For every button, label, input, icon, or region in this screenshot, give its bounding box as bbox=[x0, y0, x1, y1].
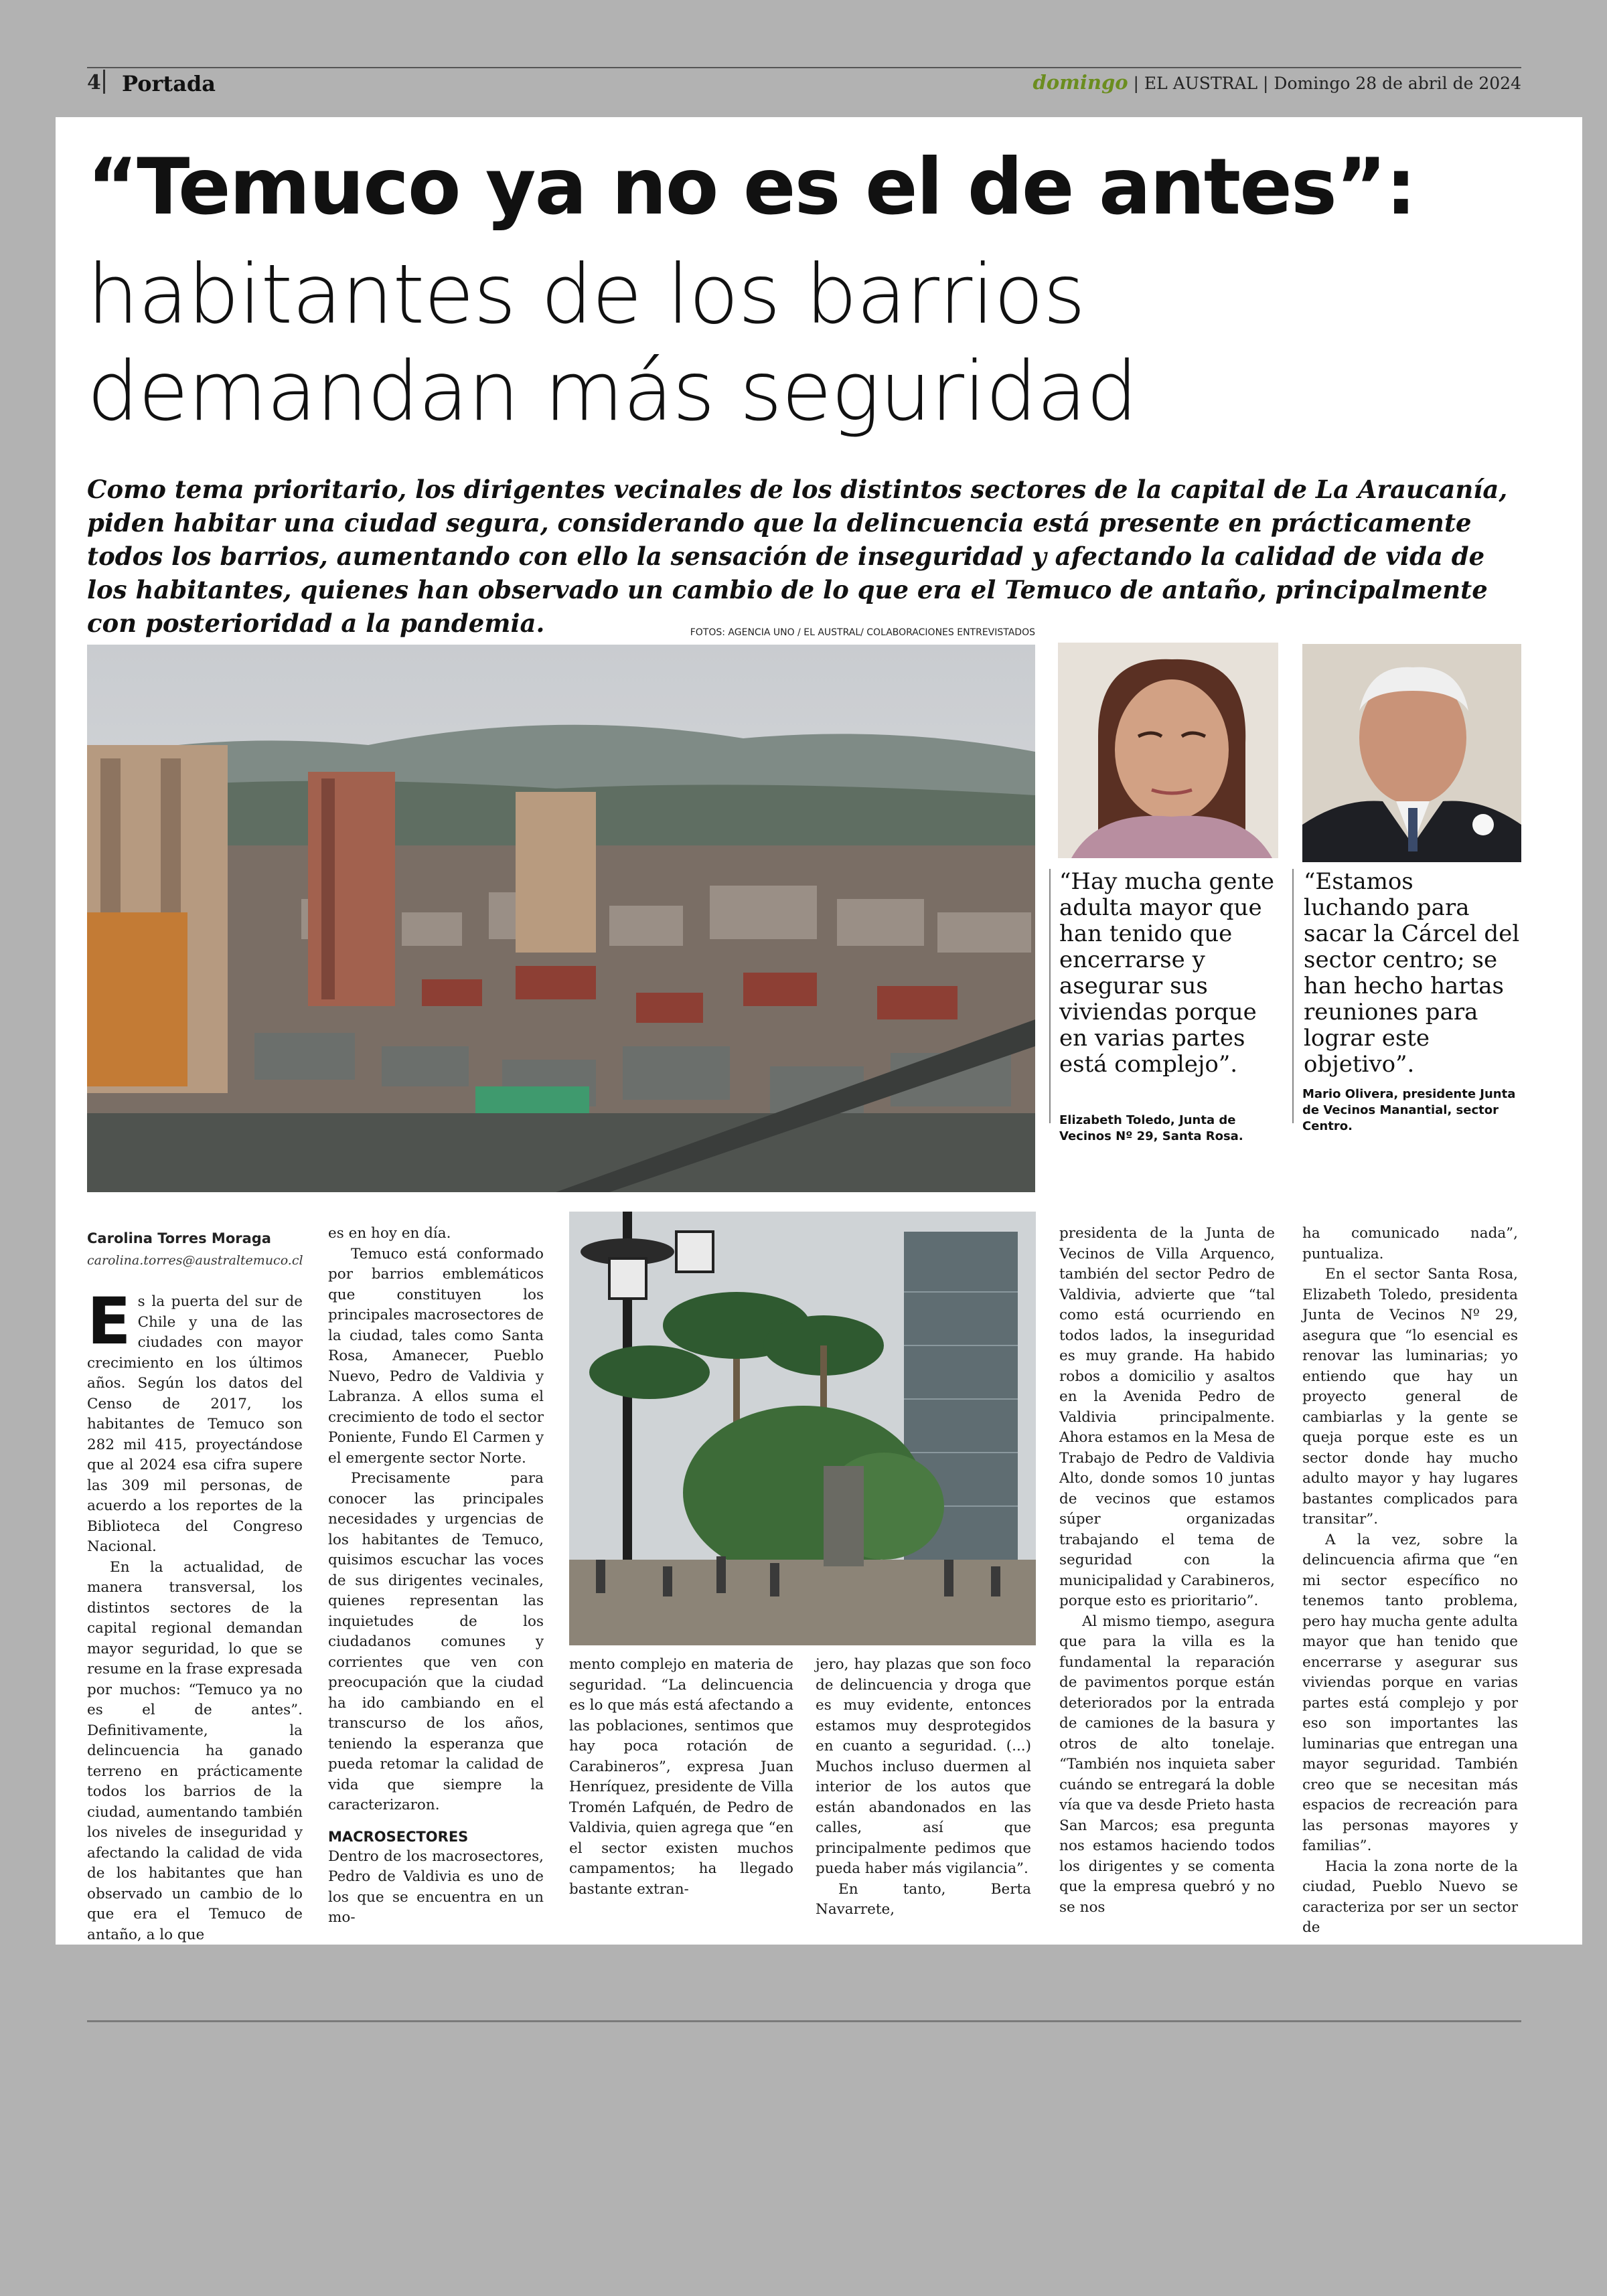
portrait-elizabeth-toledo bbox=[1058, 643, 1278, 858]
body-column-5 bbox=[1059, 1224, 1275, 1918]
header-rule bbox=[87, 67, 1521, 68]
subheading: MACROSECTORES bbox=[328, 1828, 469, 1845]
body-paragraph: Hacia la zona norte de la ciudad, Pueblo Nuevo se caracteriza por ser un sector de bbox=[1302, 1858, 1518, 1936]
headline-quote: “Temuco ya no es el de antes”: bbox=[87, 142, 1415, 232]
masthead-brand: domingo bbox=[1032, 71, 1128, 94]
body-paragraph: Temuco está conformado por barrios emblemáticos que constituyen los principales macrosectores de la ciudad, tales como Santa Rosa, Amanecer, Pueblo Nuevo, Pedro de Valdivia y Labranza. A ellos suma el crecimiento de todo el sector Poniente, Fundo El Carmen y el emergente sector Norte. bbox=[328, 1245, 544, 1467]
masthead-sep: | bbox=[1263, 74, 1274, 93]
body-paragraph: En tanto, Berta Navarrete, bbox=[816, 1880, 1031, 1918]
body-paragraph: mento complejo en materia de seguridad. “La delincuencia es lo que más está afectando a las poblaciones, sentimos que hay poca rotación de Carabineros”, expresa Juan Henríquez, presidente de Villa Tromén Lafquén, de Pedro de Valdivia, quien agrega que “en el sector existen muchos campamentos; ha llegado bastante extran- bbox=[569, 1656, 794, 1898]
body-paragraph: En el sector Santa Rosa, Elizabeth Toledo, presidenta Junta de Vecinos Nº 29, asegura que “lo esencial es renovar las luminarias; yo entiendo que hay un proyecto general de cambiarlas y la gente se queja porque este es un sector donde hay mucho adulto mayor y hay lugares bastantes complicados para transitar”. bbox=[1302, 1266, 1518, 1528]
body-column-1 bbox=[87, 1284, 303, 1945]
quote-rule bbox=[1292, 869, 1294, 1123]
pull-quote-toledo: “Hay mucha gente adulta mayor que han tenido que encerrarse y asegurar sus viviendas porque en varias partes está complejo”. bbox=[1059, 868, 1275, 1078]
pull-quote-olivera: “Estamos luchando para sacar la Cárcel del sector centro; se han hecho hartas reuniones para lograr este objetivo”. bbox=[1304, 868, 1520, 1078]
quote-attribution-olivera: Mario Olivera, presidente Junta de Vecinos Manantial, sector Centro. bbox=[1302, 1087, 1516, 1133]
drop-cap: E bbox=[87, 1284, 131, 1359]
body-paragraph: Dentro de los macrosectores, Pedro de Valdivia es uno de los que se encuentra en un mo- bbox=[328, 1848, 544, 1926]
body-paragraph: presidenta de la Junta de Vecinos de Villa Arquenco, también del sector Pedro de Valdivia, advierte que “tal como está ocurriendo en todos lados, la inseguridad es muy grande. Ha habido robos a domicilio y asaltos en la Avenida Pedro de Valdivia principalmente. Ahora estamos en la Mesa de Trabajo de Pedro de Valdivia Alto, donde somos 10 juntas de vecinos que estamos súper organizadas trabajando el tema de seguridad con la municipalidad y Carabineros, porque esto es prioritario”. bbox=[1059, 1225, 1275, 1609]
headline: habitantes de los barrios demandan más seguridad bbox=[87, 247, 1138, 439]
city-panorama-photo bbox=[87, 645, 1035, 1192]
lead-paragraph: Como tema prioritario, los dirigentes vecinales de los distintos sectores de la capital de La Araucanía, piden habitar una ciudad segura, considerando que la delincuencia está presente en prácticamente todos los barrios, aumentando con ello la sensación de inseguridad y afectando la calidad de vida de los habitantes, quienes han observado un cambio de lo que era el Temuco de antaño, principalmente con posterioridad a la pandemia. bbox=[87, 475, 1508, 638]
body-paragraph: A la vez, sobre la delincuencia afirma que “en mi sector específico no tenemos tanto problema, pero hay mucha gente adulta mayor que han tenido que encerrarse y asegurar sus viviendas porque en varias partes está complejo y por eso son importantes las luminarias que entregan una mayor seguridad. También creo que se necesitan más espacios de recreación para las personas mayores y familias”. bbox=[1302, 1531, 1518, 1854]
body-column-4 bbox=[816, 1655, 1031, 1920]
body-paragraph: Al mismo tiempo, asegura que para la villa es la fundamental la reparación de pavimentos porque están deteriorados por la entrada de camiones de la basura y otros de alto tonelaje. “También nos inquieta saber cuándo se entregará la doble vía que va desde Prieto hasta San Marcos; esa pregunta nos estamos haciendo todos los dirigentes y se comenta que la empresa quebró y no se nos bbox=[1059, 1613, 1275, 1916]
body-paragraph: ha comunicado nada”, puntualiza. bbox=[1302, 1225, 1518, 1262]
page-number: 4 bbox=[87, 71, 101, 94]
body-column-2 bbox=[328, 1224, 544, 1929]
photo-credit: FOTOS: AGENCIA UNO / EL AUSTRAL/ COLABORACIONES ENTREVISTADOS bbox=[690, 627, 1035, 638]
body-paragraph: s la puerta del sur de Chile y una de las ciudades con mayor crecimiento en los últimos años. Según los datos del Censo de 2017, los habitantes de Temuco son 282 mil 415, proyectándose que al 2024 esa cifra supere las 309 mil personas, de acuerdo a los reportes de la Biblioteca del Congreso Nacional. bbox=[87, 1293, 303, 1555]
author-name: Carolina Torres Moraga bbox=[87, 1230, 271, 1246]
portrait-mario-olivera bbox=[1302, 644, 1521, 862]
body-paragraph: es en hoy en día. bbox=[328, 1225, 451, 1242]
masthead bbox=[1033, 71, 1521, 94]
body-column-6 bbox=[1302, 1224, 1518, 1939]
body-paragraph: En la actualidad, de manera transversal, los distintos sectores de la capital regional demandan mayor seguridad, lo que se resume en la frase expresada por muchos: “Temuco ya no es el de antes”. Definitivamente, la delincuencia ha ganado terreno en prácticamente todos los barrios de la ciudad, aumentando también los niveles de inseguridad y afectando la calidad de vida de los habitantes que han observado un cambio de lo que era el Temuco de antaño, a lo que bbox=[87, 1558, 303, 1943]
author-email[interactable]: carolina.torres@australtemuco.cl bbox=[87, 1253, 303, 1268]
plaza-photo bbox=[569, 1212, 1036, 1645]
masthead-paper: EL AUSTRAL bbox=[1144, 74, 1258, 93]
footer-rule bbox=[87, 2020, 1521, 2022]
quote-attribution-toledo: Elizabeth Toledo, Junta de Vecinos Nº 29, Santa Rosa. bbox=[1059, 1113, 1243, 1143]
section-label: Portada bbox=[122, 71, 216, 96]
body-paragraph: Precisamente para conocer las principales necesidades y urgencias de los habitantes de Temuco, quisimos escuchar las voces de sus dirigentes vecinales, quienes representan las inquietudes de los ciudadanos comunes y corrientes que ven con preocupación que la ciudad ha ido cambiando en el transcurso de los años, teniendo la esperanza que pueda retomar la calidad de vida que siempre la caracterizaron. bbox=[328, 1470, 544, 1813]
quote-rule bbox=[1049, 869, 1051, 1123]
header-separator bbox=[103, 70, 105, 94]
body-paragraph: jero, hay plazas que son foco de delincuencia y droga que es muy evidente, entonces estamos muy desprotegidos en cuanto a seguridad. (...) Muchos incluso duermen al interior de los autos que están abandonados en las calles, así que principalmente pedimos que pueda haber más vigilancia”. bbox=[816, 1656, 1031, 1877]
masthead-date: Domingo 28 de abril de 2024 bbox=[1274, 74, 1521, 93]
masthead-sep: | bbox=[1133, 74, 1144, 93]
body-column-3 bbox=[569, 1655, 793, 1900]
